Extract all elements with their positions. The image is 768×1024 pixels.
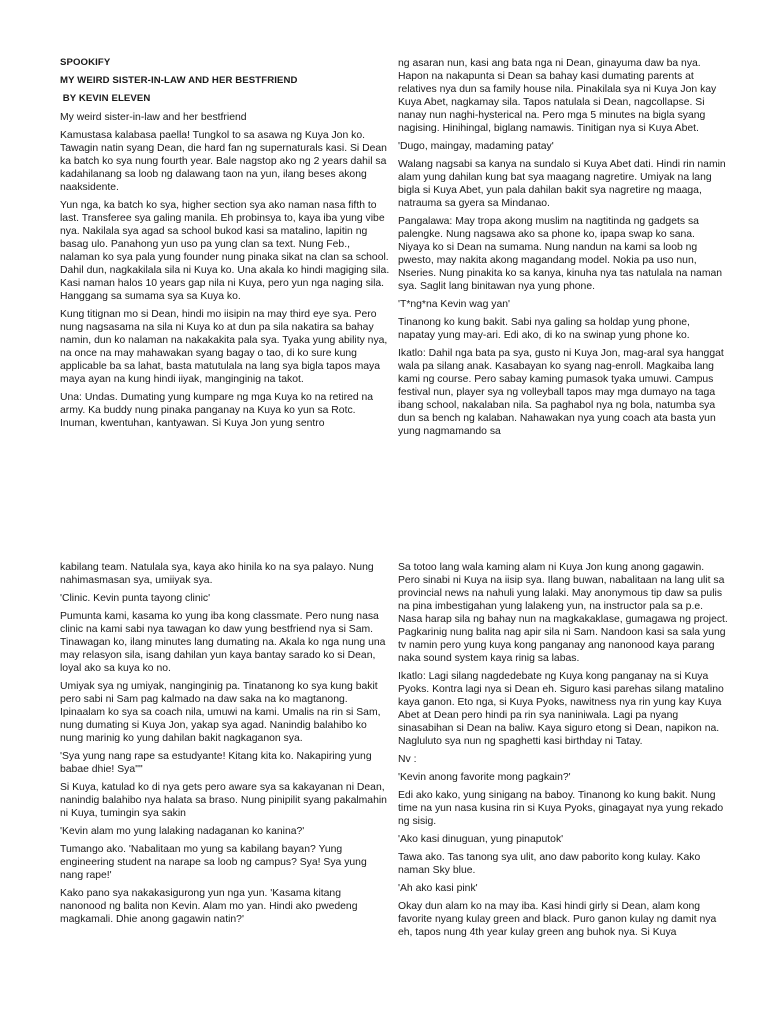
paragraph: Walang nagsabi sa kanya na sundalo si Kuya Abet dati. Hindi rin namin alam yung dahilan kung bat sya maagang nagretire. Umiyak na lang bigla si Kuya Abet, yun pala dahilan bakit sya nagretire ng maaga, natrauma sa gyera sa Mindanao. bbox=[398, 159, 726, 209]
paragraph: Tawa ako. Tas tanong sya ulit, ano daw paborito kong kulay. Kako naman Sky blue. bbox=[398, 852, 701, 876]
paragraph: 'Ako kasi dinuguan, yung pinaputok' bbox=[398, 834, 564, 845]
paragraph: 'Sya yung nang rape sa estudyante! Kitang kita ko. Nakapiring yung babae dhie! Sya'"' bbox=[60, 751, 372, 775]
paragraph: kabilang team. Natulala sya, kaya ako hinila ko na sya palayo. Nung nahimasmasan sya, umiiyak sya. bbox=[60, 562, 374, 586]
story-byline: BY KEVIN ELEVEN bbox=[62, 93, 151, 104]
paragraph: Si Kuya, katulad ko di nya gets pero aware sya sa kakayanan ni Dean, nanindig balahibo nya halata sa braso. Nung pinipilit syang pakalmahin ni Kuya, tumingin sya sakin bbox=[60, 782, 387, 819]
paragraph: 'Ah ako kasi pink' bbox=[398, 883, 478, 894]
brand-name: SPOOKIFY bbox=[60, 57, 111, 68]
paragraph: My weird sister-in-law and her bestfriend bbox=[60, 112, 247, 123]
paragraph: Umiyak sya ng umiyak, nanginginig pa. Tinatanong ko sya kung bakit pero sabi ni Sam pag kalmado na daw saka na ko magtanong. Ipinaalam ko sya sa coach nila, umuwi na kami. Umalis na rin si Sam, nung dumating si Kuya Jon, yakap sya agad. Nanindig balahibo ko nung marinig ko yung dahilan bakit nagkaganon sya. bbox=[60, 681, 381, 744]
paragraph: Tinanong ko kung bakit. Sabi nya galing sa holdap yung phone, napatay yung may-ari. Edi ako, di ko na swinap yung phone ko. bbox=[398, 317, 690, 341]
paragraph: ng asaran nun, kasi ang bata nga ni Dean, ginayuma daw ba nya. Hapon na nakapunta si Dean sa bahay kasi dumating parents at relatives nya dun sa family house nila. Pinakilala sya ni Kuya Jon kay Kuya Abet, nagkamay sila. Tapos natulala si Dean, nagcollapse. Si nanay nun naghi-hysterical na. Pero mga 5 minutes na bigla syang nagising. Hinihingal, biglang namawis. Tinitigan nya si Kuya Abet. bbox=[398, 58, 717, 134]
story-title: MY WEIRD SISTER-IN-LAW AND HER BESTFRIEND bbox=[60, 75, 298, 86]
paragraph: Kamustasa kalabasa paella! Tungkol to sa asawa ng Kuya Jon ko. Tawagin natin syang Dean, die hard fan ng supernaturals kasi. Si Dean ka batch ko sya nung fourth year. Bale nagstop ako ng 2 years dahil sa kadahilanang sa loob ng dalawang taon na yun, ilang beses akong naaksidente. bbox=[60, 130, 387, 193]
paragraph: Kung titignan mo si Dean, hindi mo iisipin na may third eye sya. Pero nung nagsasama na sila ni Kuya ko at dun pa sila nakatira sa bahay namin, dun ko nalaman na nakakakita pala sya. Tyaka yung ability nya, na once na may mahawakan syang bagay o tao, di ko sure kung applicable ba sa lahat, basta matutulala na lang sya bigla tapos maya maya ayan na kung hindi iiyak, manginginig na takot. bbox=[60, 309, 388, 385]
paragraph: Okay dun alam ko na may iba. Kasi hindi girly si Dean, alam kong favorite nyang kulay green and black. Puro ganon kulay ng damit nya eh, tapos nung 4th year kulay green ang buhok nya. Si Kuya bbox=[398, 901, 717, 938]
paragraph: Sa totoo lang wala kaming alam ni Kuya Jon kung anong gagawin. Pero sinabi ni Kuya na iisip sya. Ilang buwan, nabalitaan na lang ulit sa provincial news na nahuli yung lalaki. May anonymous tip daw sa pulis na pina imbestigahan yung lalakeng yun, na instructor pala sa p.e. Nasa harap sila ng bahay nun na magkakaklase, gumagawa ng project. Pagkarinig nung balita nag apir sila ni Sam. Nandoon kasi sa sala yung tv namin pero yung kuya kong panganay ang nanonood kaya parang naka sound system kaya rinig sa labas. bbox=[398, 562, 728, 664]
paragraph: 'Kevin anong favorite mong pagkain?' bbox=[398, 772, 571, 783]
paragraph: Kako pano sya nakakasigurong yun nga yun. 'Kasama kitang nanonood ng balita non Kevin. Alam mo yan. Hindi ako pwedeng magkamali. Dhie anong gagawin natin?' bbox=[60, 888, 358, 925]
paragraph: Pangalawa: May tropa akong muslim na nagtitinda ng gadgets sa palengke. Nung nagsawa ako sa phone ko, ipapa swap ko sana. Niyaya ko si Dean na sumama. Nung nandun na kami sa loob ng pwesto, may nakita akong magandang model. Nokia pa uso nun, Nseries. Nung pinakita ko sa kanya, kinuha nya tas natulala na naman sya. Saglit lang binitawan nya yung phone. bbox=[398, 216, 723, 292]
paragraph: Nv : bbox=[398, 754, 417, 765]
paragraph: 'T*ng*na Kevin wag yan' bbox=[398, 299, 510, 310]
paragraph: 'Clinic. Kevin punta tayong clinic' bbox=[60, 593, 211, 604]
paragraph: Yun nga, ka batch ko sya, higher section sya ako naman nasa fifth to last. Transferee sya galing manila. Eh probinsya to, kaya iba yung vibe nya. Nakilala sya agad sa school bukod kasi sa matalino, lapitin ng basag ulo. Panahong yun uso pa yung clan sa text. Nung Feb., nalaman ko sya pala yung founder nung pinaka sikat na clan sa school. Dahil dun, nagkakilala sila ni Kuya ko. Una akala ko hindi magiging sila. Kasi naman halos 10 years gap nila ni Kuya, pero yun nga naging sila. Hanggang sa sumama sya sa Kuya ko. bbox=[60, 200, 390, 302]
paragraph: 'Kevin alam mo yung lalaking nadaganan ko kanina?' bbox=[60, 826, 305, 837]
page2-right-column bbox=[398, 561, 728, 944]
page2-left-column bbox=[60, 561, 390, 931]
paragraph: Una: Undas. Dumating yung kumpare ng mga Kuya ko na retired na army. Ka buddy nung pinaka panganay na Kuya ko yun sa Rotc. Inuman, kwentuhan, kantyawan. Si Kuya Jon yung sentro bbox=[60, 392, 374, 429]
paragraph: 'Dugo, maingay, madaming patay' bbox=[398, 141, 554, 152]
page1-right-column bbox=[398, 57, 728, 443]
paragraph: Pumunta kami, kasama ko yung iba kong classmate. Pero nung nasa clinic na kami sabi nya tawagan ko daw yung bestfriend nya si Sam. Tinawagan ko, ilang minutes lang dumating na. Akala ko nga nung una may relasyon sila, isang dahilan yun kaya bantay sarado ko si Dean, loyal ako sa kuya ko no. bbox=[60, 611, 386, 674]
page1-left-column bbox=[60, 57, 390, 435]
paragraph: Edi ako kako, yung sinigang na baboy. Tinanong ko kung bakit. Nung time na yun nasa kusina rin si Kuya Pyoks, ginagayat nya yung rekado ng sisig. bbox=[398, 790, 724, 827]
paragraph: Ikatlo: Dahil nga bata pa sya, gusto ni Kuya Jon, mag-aral sya hanggat wala pa silang anak. Kasabayan ko syang nag-enroll. Magkaiba lang kami ng course. Pero sabay kaming pumasok tyaka umuwi. Campus festival nun, player sya ng volleyball tapos may mga dumayo na taga ibang school, nakalaban nila. Sa paghabol nya ng bola, natumba sya dun sa bench ng kalaban. Nahawakan nya yung coach ata basta yun yung nagmamando sa bbox=[398, 348, 724, 437]
paragraph: Ikatlo: Lagi silang nagdedebate ng Kuya kong panganay na si Kuya Pyoks. Kontra lagi nya si Dean eh. Siguro kasi parehas silang matalino kaya ganon. Eto nga, si Kuya Pyoks, nawitness nya rin yung kay Kuya Abet at Dean pero hindi pa rin sya naniniwala. Lagi pa nyang sinasabihan si Dean na baliw. Kaya siguro etong si Dean, napikon na. Nagluluto sya nun ng spaghetti kasi birthday ni Tatay. bbox=[398, 671, 724, 747]
paragraph: Tumango ako. 'Nabalitaan mo yung sa kabilang bayan? Yung engineering student na narape sa loob ng campus? Sya! Sya yung nang rape!' bbox=[60, 844, 367, 881]
